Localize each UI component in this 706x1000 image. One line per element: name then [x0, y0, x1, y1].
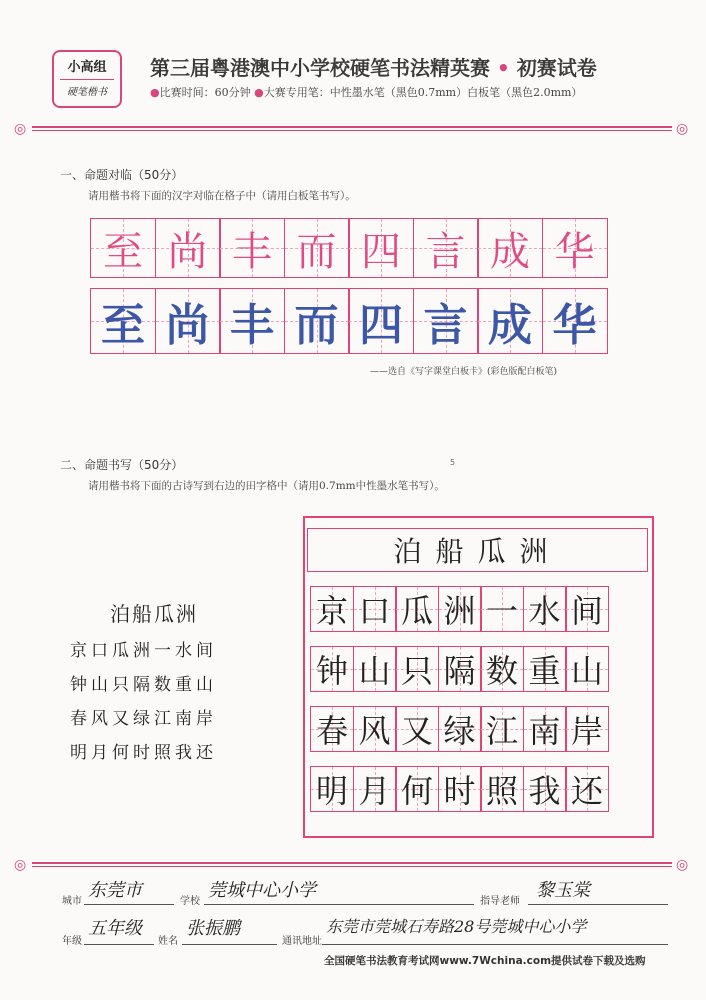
group-badge: [52, 50, 122, 108]
writing-row: [310, 766, 608, 812]
grid-cell: [395, 586, 439, 632]
grid-cell: [395, 706, 439, 752]
grid-cell: [90, 218, 156, 278]
grid-cell: [395, 766, 439, 812]
scroll-ornament-icon: ◎: [14, 121, 27, 137]
grid-cell: [542, 218, 608, 278]
written-char: 何: [400, 772, 433, 810]
grid-cell: [523, 646, 567, 692]
scroll-ornament-icon: ◎: [14, 857, 27, 873]
name-underline: [182, 944, 277, 945]
written-char: 只: [400, 652, 433, 690]
scroll-ornament-icon: ◎: [676, 121, 689, 137]
grid-cell: [413, 288, 479, 354]
city-value: 东莞市: [88, 880, 142, 901]
address-value: 东莞市莞城石寿路28号莞城中心小学: [326, 917, 587, 936]
grid-cell: [480, 706, 524, 752]
model-char: 四: [361, 228, 401, 275]
source-note: ——选自《写字课堂白板卡》(彩色版配白板笔): [370, 367, 558, 377]
written-char: 数: [485, 652, 518, 690]
written-char: 京: [315, 592, 348, 630]
written-char: 间: [570, 592, 603, 630]
written-char: 华: [552, 300, 597, 351]
written-char: 一: [485, 592, 518, 630]
section1-instruction: 请用楷书将下面的汉字对临在格子中（请用白板笔书写）。: [88, 190, 356, 202]
time-label: 比赛时间：60分钟: [159, 86, 251, 99]
model-char: 言: [425, 228, 466, 275]
written-char: 水: [528, 592, 561, 630]
written-char: 照: [485, 772, 518, 810]
model-char: 尚: [167, 228, 208, 275]
poem-line: 钟山只隔数重山: [70, 675, 217, 695]
bullet-icon: ●: [254, 86, 264, 99]
grid-cell: [565, 586, 609, 632]
grid-cell: [310, 586, 354, 632]
grid-cell: [219, 218, 285, 278]
grid-cell: [565, 766, 609, 812]
grid-cell: [348, 218, 414, 278]
grid-cell: [310, 646, 354, 692]
grade-underline: [84, 944, 154, 945]
grid-cell: [348, 288, 414, 354]
written-char: 成: [488, 300, 532, 351]
grid-cell: [438, 706, 482, 752]
grid-cell: [395, 646, 439, 692]
grid-cell: [155, 288, 221, 354]
school-label: 学校: [180, 896, 200, 907]
section1-heading: 一、命题对临（50分）: [60, 168, 184, 182]
page-mark: 5: [450, 458, 456, 467]
model-char: 华: [554, 228, 595, 275]
model-char: 丰: [232, 228, 272, 275]
written-char: 口: [358, 592, 391, 630]
header-divider: [32, 126, 672, 131]
grid-cell: [284, 288, 350, 354]
grid-cell: [353, 586, 397, 632]
written-char: 山: [358, 652, 391, 690]
grid-cell: [438, 586, 482, 632]
written-char: 山: [570, 652, 603, 690]
written-char: 重: [528, 652, 561, 690]
poem-line: 明月何时照我还: [70, 743, 217, 763]
written-char: 至: [101, 300, 145, 351]
grade-label: 年级: [62, 936, 82, 947]
grid-cell: [477, 218, 543, 278]
section2-instruction: 请用楷书将下面的古诗写到右边的田字格中（请用0.7mm中性墨水笔书写）。: [88, 480, 445, 492]
grid-cell: [90, 288, 156, 354]
grid-cell: [438, 646, 482, 692]
written-char: 绿: [443, 712, 476, 750]
name-label: 姓名: [158, 936, 178, 947]
bullet-icon: ●: [150, 86, 160, 99]
written-char: 春: [315, 712, 348, 750]
copy-row-blue: [90, 288, 606, 354]
written-char: 隔: [443, 652, 476, 690]
grid-cell: [565, 706, 609, 752]
grid-cell: [353, 706, 397, 752]
poem-line: 春风又绿江南岸: [70, 709, 217, 729]
section2-heading: 二、命题书写（50分）: [60, 458, 184, 472]
grid-cell: [155, 218, 221, 278]
grid-cell: [438, 766, 482, 812]
name-value: 张振鹏: [186, 918, 240, 939]
grid-cell: [523, 706, 567, 752]
city-underline: [84, 904, 174, 905]
grid-cell: [413, 218, 479, 278]
grid-cell: [353, 766, 397, 812]
grid-cell: [480, 586, 524, 632]
written-char: 言: [423, 300, 468, 351]
grid-cell: [310, 766, 354, 812]
grid-cell: [523, 766, 567, 812]
scroll-ornament-icon: ◎: [676, 857, 689, 873]
written-char: 月: [358, 772, 391, 810]
written-char: 而: [294, 300, 339, 351]
written-char: 明: [315, 772, 348, 810]
written-char: 南: [528, 712, 561, 750]
teacher-label: 指导老师: [480, 896, 520, 907]
badge-divider: [60, 79, 114, 80]
written-char: 风: [358, 712, 391, 750]
grid-cell: [565, 646, 609, 692]
teacher-underline: [528, 904, 668, 905]
written-char: 江: [485, 712, 518, 750]
grid-cell: [523, 586, 567, 632]
group-label: 小高组: [67, 60, 107, 75]
pen-label: 大赛专用笔：中性墨水笔（黑色0.7mm）白板笔（黑色2.0mm）: [263, 86, 583, 99]
group-sub-label: 硬笔楷书: [67, 87, 107, 98]
grid-cell: [480, 646, 524, 692]
grid-cell: [542, 288, 608, 354]
model-char: 成: [490, 228, 530, 275]
poem-line: 京口瓜洲一水间: [70, 641, 217, 661]
exam-info: [150, 84, 582, 100]
grid-cell: [477, 288, 543, 354]
school-value: 莞城中心小学: [208, 880, 316, 901]
written-char: 我: [528, 772, 561, 810]
writing-row: [310, 586, 608, 632]
grid-cell: [480, 766, 524, 812]
poem-title: 泊船瓜洲: [110, 602, 198, 626]
address-label: 通讯地址: [282, 936, 322, 947]
model-char: 而: [296, 228, 337, 275]
grid-cell: [310, 706, 354, 752]
city-label: 城市: [62, 896, 82, 907]
model-char: 至: [103, 228, 143, 275]
title-main: 第三届粤港澳中小学校硬笔书法精英赛: [150, 56, 490, 80]
writing-row: [310, 706, 608, 752]
written-char: 洲: [443, 592, 476, 630]
written-title: 泊船瓜洲: [393, 535, 562, 568]
written-char: 四: [359, 300, 403, 351]
teacher-value: 黎玉棠: [536, 880, 590, 901]
title-dot: •: [496, 56, 510, 80]
written-char: 还: [570, 772, 603, 810]
written-char: 瓜: [400, 592, 433, 630]
address-underline: [322, 944, 668, 945]
written-char: 又: [400, 712, 433, 750]
grid-cell: [353, 646, 397, 692]
written-char: 钟: [315, 652, 348, 690]
copy-row-pink: [90, 218, 606, 278]
written-title-box: [307, 528, 648, 572]
grade-value: 五年级: [88, 918, 142, 939]
footer-divider: [32, 862, 672, 867]
written-char: 时: [443, 772, 476, 810]
title-suffix: 初赛试卷: [516, 56, 597, 80]
written-char: 岸: [570, 712, 603, 750]
writing-row: [310, 646, 608, 692]
page-title: [150, 52, 597, 81]
written-char: 尚: [165, 300, 210, 351]
written-char: 丰: [230, 300, 274, 351]
school-underline: [204, 904, 474, 905]
grid-cell: [219, 288, 285, 354]
grid-cell: [284, 218, 350, 278]
footer-text: 全国硬笔书法教育考试网www.7Wchina.com提供试卷下载及选购: [324, 955, 646, 967]
